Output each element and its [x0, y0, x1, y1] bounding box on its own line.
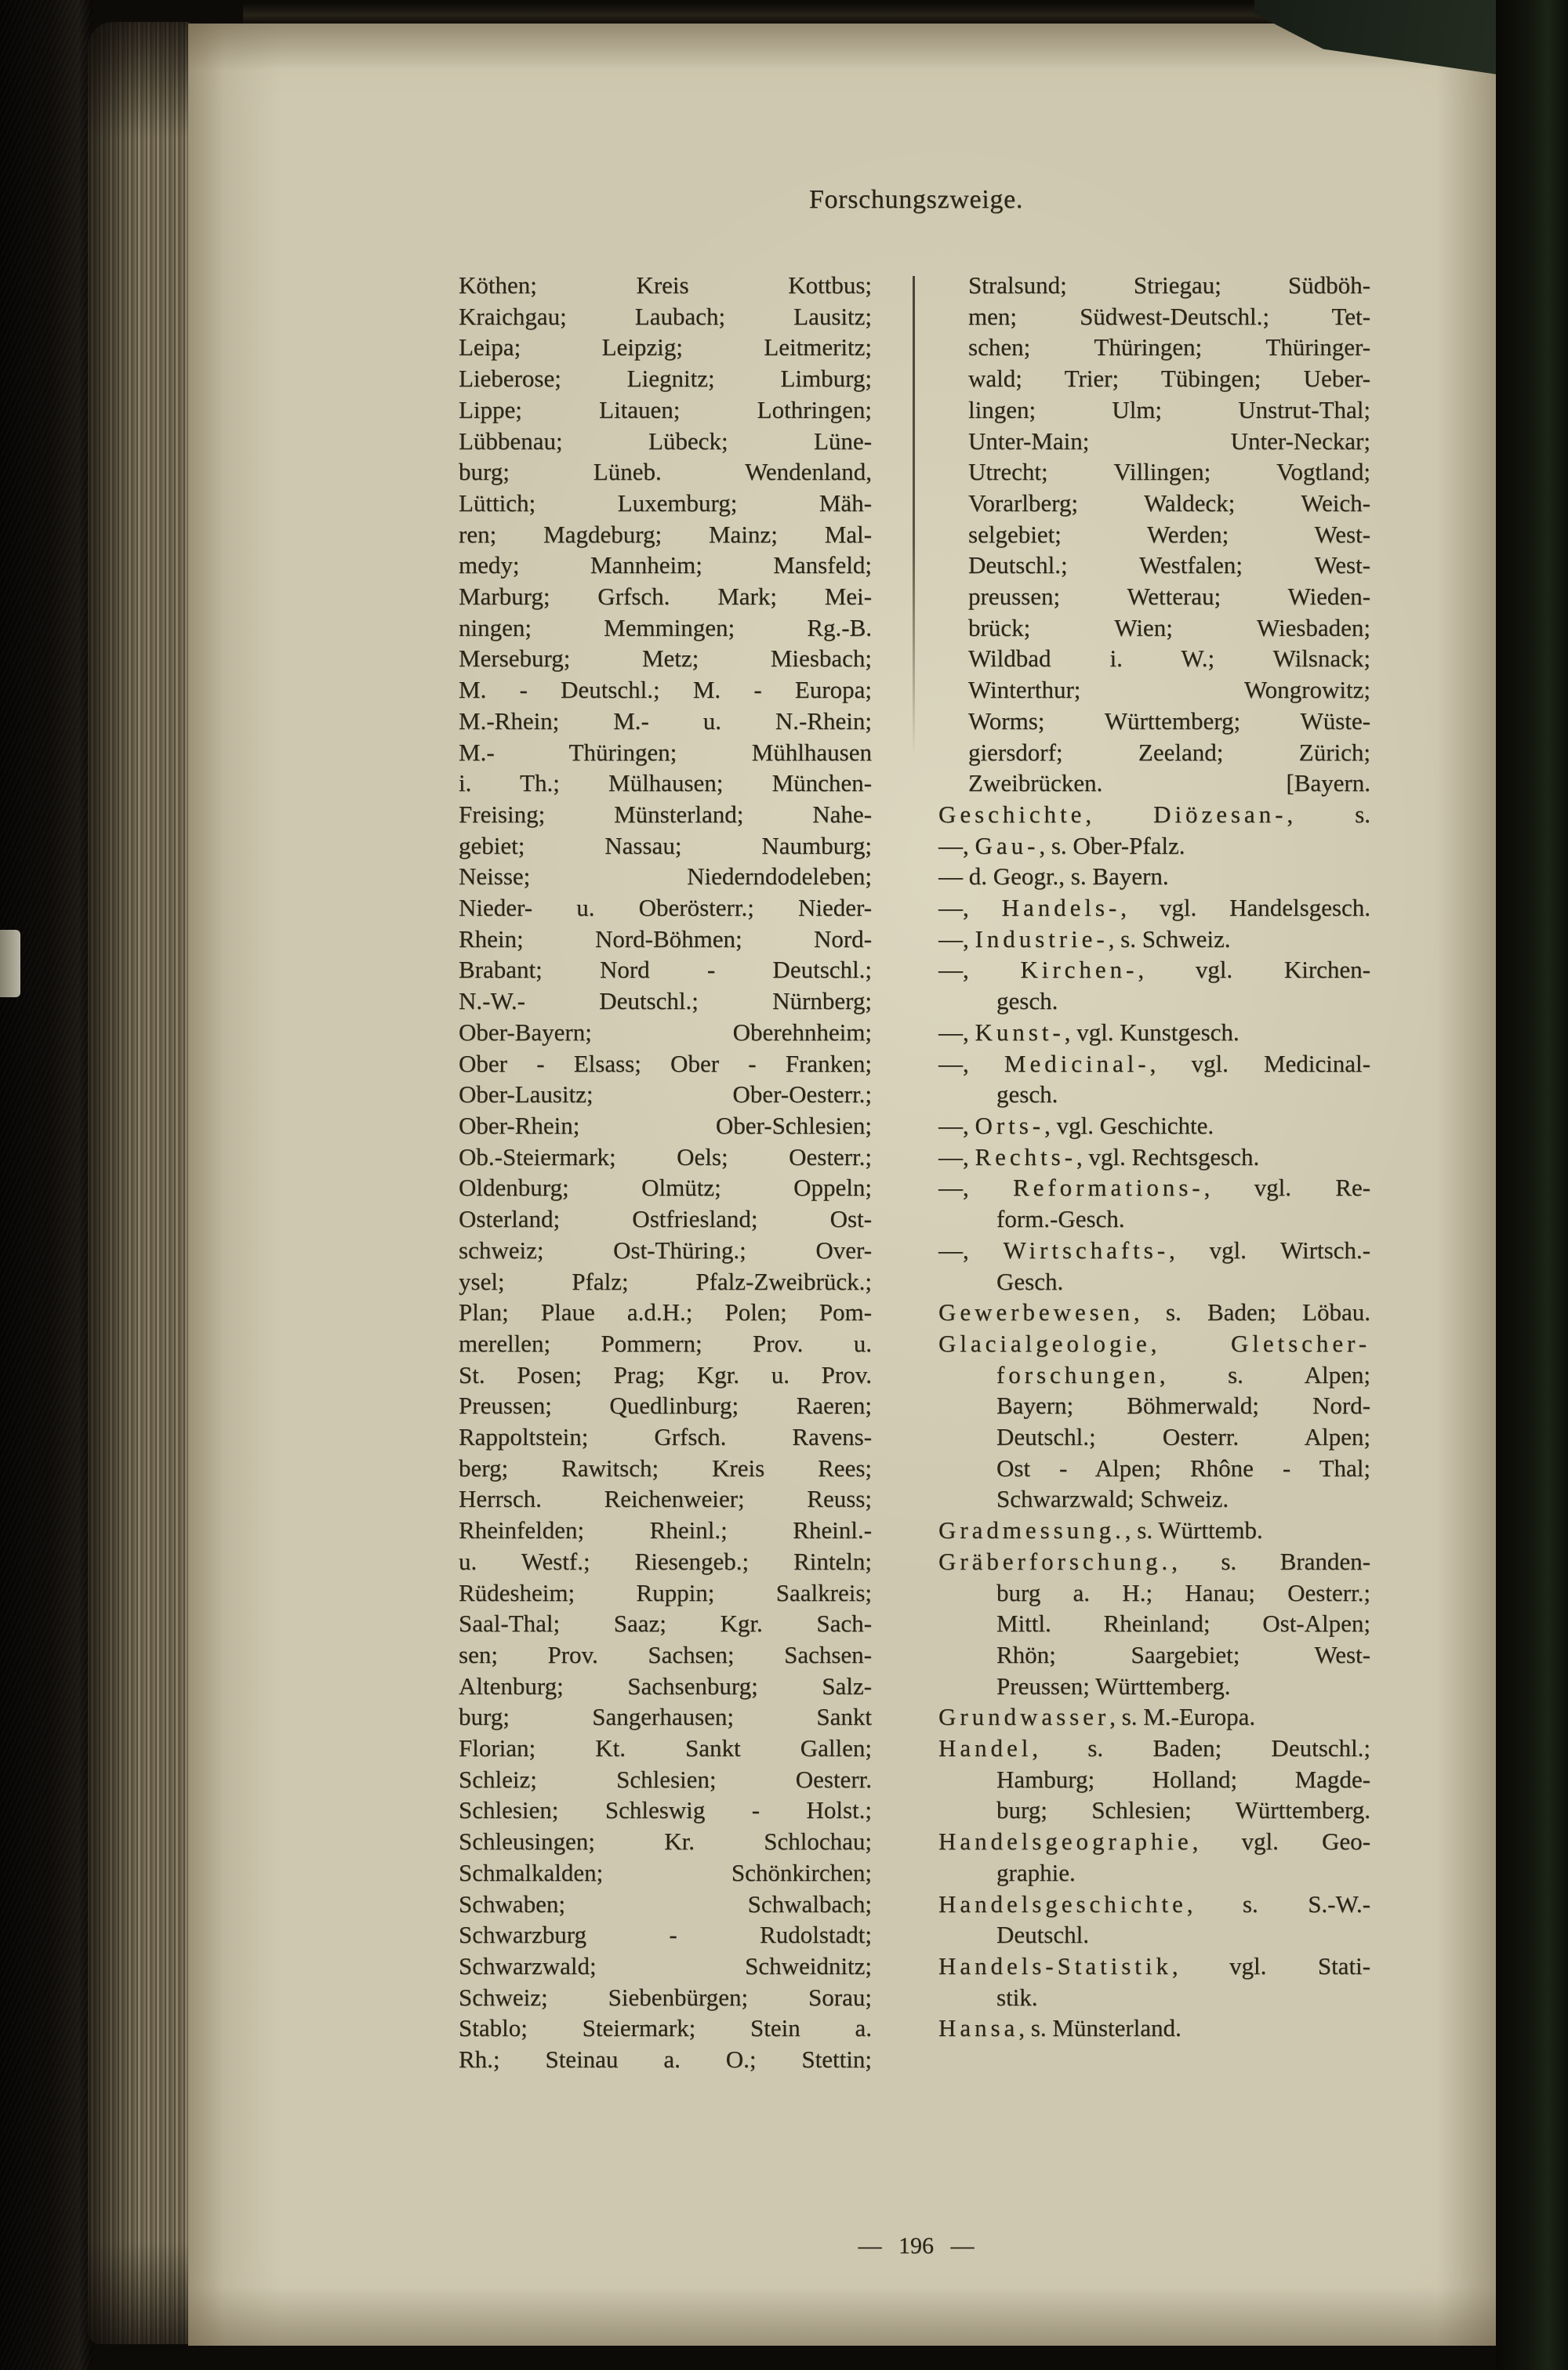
text-segment: Ob.-Steiermark; Oels; Oesterr.;	[459, 1142, 872, 1170]
text-line	[459, 1359, 872, 1391]
text-line	[459, 1701, 872, 1733]
text-segment: burg a. H.; Hanau; Oesterr.;	[996, 1578, 1370, 1606]
text-segment: —,	[938, 1236, 1004, 1264]
text-segment: —,	[938, 1142, 975, 1170]
text-line	[938, 363, 1370, 394]
text-segment: Ost - Alpen; Rhône - Thal;	[996, 1454, 1370, 1482]
text-line	[938, 2013, 1370, 2044]
text-segment: Plan; Plaue a.d.H.; Polen; Pom-	[459, 1298, 872, 1327]
text-line	[459, 643, 872, 674]
text-segment: Gesch.	[996, 1267, 1064, 1295]
text-segment: i. Th.; Mülhausen; München-	[459, 769, 872, 797]
text-segment: , s. S.-W.-	[1186, 1889, 1370, 1918]
text-line	[938, 954, 1370, 985]
text-line	[938, 270, 1370, 301]
text-segment: —,	[938, 924, 975, 953]
text-segment: Schwarzwald; Schweidnitz;	[459, 1951, 872, 1980]
text-line	[938, 488, 1370, 519]
text-segment: Ober-Rhein; Ober-Schlesien;	[459, 1111, 872, 1139]
text-line	[459, 830, 872, 862]
left-column	[459, 270, 872, 2075]
text-segment: , vgl. Wirtsch.-	[1169, 1236, 1370, 1264]
running-head: Forschungszweige.	[808, 185, 1024, 214]
spaced-entry-head: Glacialgeologie	[938, 1329, 1151, 1357]
text-line	[459, 363, 872, 394]
text-line	[938, 581, 1370, 612]
page-number: — 196 —	[858, 2233, 975, 2259]
text-line	[459, 1764, 872, 1795]
text-line	[938, 799, 1370, 830]
text-segment: , s. Württemb.	[1124, 1516, 1263, 1544]
text-segment: Rheinfelden; Rheinl.; Rheinl.-	[459, 1516, 872, 1544]
text-line	[938, 426, 1370, 457]
text-segment: , s. Baden; Löbau.	[1133, 1298, 1370, 1327]
text-segment: N.-W.- Deutschl.; Nürnberg;	[459, 987, 872, 1015]
text-segment: preussen; Wetterau; Wieden-	[968, 583, 1370, 611]
text-segment: Schwaben; Schwalbach;	[459, 1889, 872, 1918]
text-segment: schen; Thüringen; Thüringer-	[968, 333, 1370, 361]
text-segment: gesch.	[996, 1080, 1058, 1109]
text-segment: Rhein; Nord-Böhmen; Nord-	[459, 924, 872, 953]
text-segment: Brabant; Nord - Deutschl.;	[459, 956, 872, 984]
text-segment: Rappoltstein; Grfsch. Ravens-	[459, 1423, 872, 1451]
text-line	[459, 2044, 872, 2075]
text-line	[459, 768, 872, 799]
text-segment: gesch.	[996, 987, 1058, 1015]
text-line	[938, 519, 1370, 550]
text-line	[938, 1826, 1370, 1857]
text-segment: —,	[938, 1111, 975, 1139]
text-line	[459, 1453, 872, 1484]
text-segment: selgebiet; Werden; West-	[968, 520, 1370, 548]
text-line	[938, 1048, 1370, 1080]
text-segment: Winterthur; Wongrowitz;	[968, 676, 1370, 704]
text-line	[938, 643, 1370, 674]
text-segment: , s. Alpen;	[1159, 1360, 1370, 1388]
spaced-entry-head: Handels-	[1001, 894, 1121, 922]
text-segment: , vgl. Kirchen-	[1138, 956, 1370, 984]
text-line	[459, 861, 872, 892]
text-line	[938, 1671, 1370, 1702]
text-line	[459, 1203, 872, 1235]
text-line	[459, 581, 872, 612]
spaced-entry-head: Handel	[938, 1734, 1033, 1762]
text-segment: Lippe; Litauen; Lothringen;	[459, 395, 872, 423]
text-segment: Rhön; Saargebiet; West-	[996, 1640, 1370, 1668]
text-segment: berg; Rawitsch; Kreis Rees;	[459, 1454, 872, 1482]
text-line	[938, 1141, 1370, 1173]
text-line	[459, 612, 872, 644]
text-line	[938, 1889, 1370, 1920]
text-segment: ningen; Memmingen; Rg.-B.	[459, 613, 872, 641]
text-line	[938, 1515, 1370, 1546]
text-segment: Florian; Kt. Sankt Gallen;	[459, 1734, 872, 1762]
text-segment: burg; Sangerhausen; Sankt	[459, 1703, 872, 1731]
text-line	[938, 1297, 1370, 1328]
text-segment: lingen; Ulm; Unstrut-Thal;	[968, 395, 1370, 423]
spaced-entry-head: Handelsgeographie	[938, 1827, 1192, 1856]
text-segment: M.- Thüringen; Mühlhausen	[459, 738, 872, 766]
text-line	[938, 1079, 1370, 1110]
text-segment: Lüttich; Luxemburg; Mäh-	[459, 488, 872, 517]
text-line	[459, 519, 872, 550]
text-segment: , vgl. Geo-	[1192, 1827, 1370, 1856]
text-line	[938, 1172, 1370, 1203]
spaced-entry-head: forschungen	[996, 1360, 1160, 1388]
text-line	[459, 1795, 872, 1826]
text-line	[459, 1951, 872, 1982]
text-segment: , s. Ober-Pfalz.	[1039, 831, 1185, 859]
spaced-entry-head: Diözesan-	[1153, 800, 1287, 828]
text-line	[459, 1639, 872, 1671]
text-segment: Lübbenau; Lübeck; Lüne-	[459, 426, 872, 455]
text-segment: Osterland; Ostfriesland; Ost-	[459, 1205, 872, 1233]
text-segment: brück; Wien; Wiesbaden;	[968, 613, 1370, 641]
text-line	[459, 1079, 872, 1110]
text-segment: —,	[938, 956, 1021, 984]
text-line	[459, 332, 872, 363]
text-line	[938, 1266, 1370, 1298]
text-segment: Merseburg; Metz; Miesbach;	[459, 644, 872, 673]
text-line	[459, 1297, 872, 1328]
text-segment: Bayern; Böhmerwald; Nord-	[996, 1392, 1370, 1420]
text-line	[938, 1328, 1370, 1359]
spaced-entry-head: Kunst-	[975, 1018, 1065, 1046]
text-line	[459, 1483, 872, 1515]
text-line	[459, 426, 872, 457]
text-line	[459, 1733, 872, 1764]
spaced-entry-head: Reformations-	[1013, 1174, 1204, 1202]
text-segment: Rh.; Steinau a. O.; Stettin;	[459, 2045, 872, 2074]
text-line	[459, 394, 872, 426]
spaced-entry-head: Wirtschafts-	[1003, 1236, 1169, 1264]
text-line	[938, 1546, 1370, 1577]
spaced-entry-head: Medicinal-	[1004, 1049, 1150, 1077]
text-line	[938, 1701, 1370, 1733]
text-line	[938, 924, 1370, 955]
text-segment: Marburg; Grfsch. Mark; Mei-	[459, 583, 872, 611]
text-segment: Utrecht; Villingen; Vogtland;	[968, 458, 1370, 486]
text-segment: gebiet; Nassau; Naumburg;	[459, 831, 872, 859]
text-line	[938, 1608, 1370, 1639]
text-segment: —,	[938, 894, 1002, 922]
text-segment: Ober - Elsass; Ober - Franken;	[459, 1049, 872, 1077]
text-segment: Ober-Lausitz; Ober-Oesterr.;	[459, 1080, 872, 1109]
spaced-entry-head: Handels-Statistik	[938, 1951, 1172, 1980]
text-line	[459, 1515, 872, 1546]
text-line	[459, 1048, 872, 1080]
text-segment: , vgl. Handelsgesch.	[1120, 894, 1370, 922]
text-segment: Ober-Bayern; Oberehnheim;	[459, 1018, 872, 1046]
text-line	[459, 799, 872, 830]
page-edge-stack	[88, 22, 190, 2344]
text-segment: —,	[938, 831, 975, 859]
text-segment: , s.	[1287, 800, 1370, 828]
spaced-entry-head: Gau-	[975, 831, 1040, 859]
text-line	[459, 1390, 872, 1421]
text-line	[459, 1919, 872, 1951]
text-line	[938, 892, 1370, 924]
text-line	[459, 924, 872, 955]
text-line	[459, 1857, 872, 1889]
text-segment: , vgl. Geschichte.	[1044, 1111, 1214, 1139]
text-segment: —,	[938, 1049, 1004, 1077]
text-segment: —,	[938, 1018, 975, 1046]
text-segment: ren; Magdeburg; Mainz; Mal-	[459, 520, 872, 548]
text-segment: Deutschl.	[996, 1921, 1089, 1949]
text-segment: Stralsund; Striegau; Südböh-	[968, 271, 1370, 299]
text-segment: stik.	[996, 1983, 1038, 2011]
text-segment: M. - Deutschl.; M. - Europa;	[459, 676, 872, 704]
text-segment: ysel; Pfalz; Pfalz-Zweibrück.;	[459, 1267, 872, 1295]
text-line	[459, 706, 872, 737]
text-segment: Preussen; Quedlinburg; Raeren;	[459, 1392, 872, 1420]
text-line	[938, 456, 1370, 488]
text-line	[938, 1795, 1370, 1826]
text-line	[459, 1266, 872, 1298]
text-segment: ,	[1085, 800, 1154, 828]
text-segment: Freising; Münsterland; Nahe-	[459, 800, 872, 828]
spaced-entry-head: Rechts-	[975, 1142, 1076, 1170]
text-segment: Mittl. Rheinland; Ost-Alpen;	[996, 1610, 1370, 1638]
text-line	[938, 861, 1370, 892]
text-line	[938, 1764, 1370, 1795]
text-segment: Hamburg; Holland; Magde-	[996, 1765, 1370, 1793]
text-segment: burg; Lüneb. Wendenland,	[459, 458, 872, 486]
text-line	[459, 1671, 872, 1702]
text-segment: St. Posen; Prag; Kgr. u. Prov.	[459, 1360, 872, 1388]
text-line	[938, 1203, 1370, 1235]
bookmark-tab	[0, 930, 20, 997]
text-segment: Lieberose; Liegnitz; Limburg;	[459, 365, 872, 393]
text-segment: Schleiz; Schlesien; Oesterr.	[459, 1765, 872, 1793]
text-segment: Unter-Main; Unter-Neckar;	[968, 426, 1370, 455]
text-line	[459, 456, 872, 488]
right-column	[938, 270, 1370, 2044]
text-line	[938, 1733, 1370, 1764]
text-segment: Saal-Thal; Saaz; Kgr. Sach-	[459, 1610, 872, 1638]
text-segment: Köthen; Kreis Kottbus;	[459, 271, 872, 299]
text-segment: , vgl. Kunstgesch.	[1064, 1018, 1240, 1046]
text-line	[938, 1453, 1370, 1484]
spaced-entry-head: Gewerbewesen	[938, 1298, 1134, 1327]
text-line	[459, 488, 872, 519]
text-line	[938, 1235, 1370, 1266]
text-line	[938, 1390, 1370, 1421]
text-segment: Altenburg; Sachsenburg; Salz-	[459, 1671, 872, 1700]
text-line	[459, 301, 872, 332]
text-line	[459, 1577, 872, 1609]
text-line	[938, 1577, 1370, 1609]
text-segment: Rüdesheim; Ruppin; Saalkreis;	[459, 1578, 872, 1606]
spaced-entry-head: Gradmessung.	[938, 1516, 1125, 1544]
text-line	[938, 1919, 1370, 1951]
text-segment: Schweiz; Siebenbürgen; Sorau;	[459, 1983, 872, 2011]
text-segment: medy; Mannheim; Mansfeld;	[459, 551, 872, 579]
text-segment: M.-Rhein; M.- u. N.-Rhein;	[459, 706, 872, 735]
text-line	[938, 830, 1370, 862]
text-line	[459, 1328, 872, 1359]
text-segment: Herrsch. Reichenweier; Reuss;	[459, 1485, 872, 1513]
text-segment: Schleusingen; Kr. Schlochau;	[459, 1827, 872, 1856]
text-segment: Wildbad i. W.; Wilsnack;	[968, 644, 1370, 673]
text-line	[459, 1608, 872, 1639]
text-line	[938, 301, 1370, 332]
text-segment: — d. Geogr., s. Bayern.	[938, 862, 1169, 891]
text-segment: schweiz; Ost-Thüring.; Over-	[459, 1236, 872, 1264]
text-segment: Preussen; Württemberg.	[996, 1671, 1231, 1700]
text-line	[459, 1982, 872, 2013]
text-segment: Schwarzburg - Rudolstadt;	[459, 1921, 872, 1949]
text-line	[459, 985, 872, 1017]
text-segment: —,	[938, 1174, 1014, 1202]
text-line	[938, 612, 1370, 644]
text-line	[459, 954, 872, 985]
text-line	[459, 2013, 872, 2044]
text-segment: men; Südwest-Deutschl.; Tet-	[968, 302, 1370, 330]
text-line	[938, 1017, 1370, 1048]
text-line	[938, 1639, 1370, 1671]
text-line	[459, 1017, 872, 1048]
text-segment: Leipa; Leipzig; Leitmeritz;	[459, 333, 872, 361]
text-line	[938, 1951, 1370, 1982]
text-line	[459, 892, 872, 924]
column-rule	[913, 276, 915, 756]
spaced-entry-head: Gletscher-	[1230, 1329, 1370, 1357]
spaced-entry-head: Orts-	[975, 1111, 1045, 1139]
text-segment: giersdorf; Zeeland; Zürich;	[968, 738, 1370, 766]
spaced-entry-head: Hansa	[938, 2014, 1019, 2042]
text-segment: burg; Schlesien; Württemberg.	[996, 1796, 1370, 1824]
text-segment: Schlesien; Schleswig - Holst.;	[459, 1796, 872, 1824]
text-line	[459, 1172, 872, 1203]
text-segment: Schwarzwald; Schweiz.	[996, 1485, 1229, 1513]
text-segment: , s. Schweiz.	[1108, 924, 1231, 953]
text-segment: graphie.	[996, 1858, 1076, 1886]
text-line	[938, 768, 1370, 799]
text-line	[459, 1421, 872, 1453]
text-segment: Kraichgau; Laubach; Lausitz;	[459, 302, 872, 330]
text-line	[938, 1359, 1370, 1391]
text-segment: Deutschl.; Westfalen; West-	[968, 551, 1370, 579]
text-segment: Deutschl.; Oesterr. Alpen;	[996, 1423, 1370, 1451]
text-line	[459, 1110, 872, 1141]
spaced-entry-head: Gräberforschung.	[938, 1547, 1172, 1575]
spaced-entry-head: Kirchen-	[1020, 956, 1138, 984]
text-line	[938, 1857, 1370, 1889]
pressed-pages-top-edge	[243, 3, 1309, 25]
text-segment: merellen; Pommern; Prov. u.	[459, 1329, 872, 1357]
text-line	[938, 706, 1370, 737]
text-segment: , vgl. Stati-	[1171, 1951, 1370, 1980]
text-segment: sen; Prov. Sachsen; Sachsen-	[459, 1640, 872, 1668]
text-segment: , vgl. Medicinal-	[1149, 1049, 1370, 1077]
book-page	[188, 24, 1496, 2346]
text-segment: Nieder- u. Oberösterr.; Nieder-	[459, 894, 872, 922]
text-segment: u. Westf.; Riesengeb.; Rinteln;	[459, 1547, 872, 1575]
text-segment: , s. Branden-	[1171, 1547, 1370, 1575]
text-line	[459, 1235, 872, 1266]
text-segment: Vorarlberg; Waldeck; Weich-	[968, 488, 1370, 517]
text-segment: wald; Trier; Tübingen; Ueber-	[968, 365, 1370, 393]
book-spine	[0, 0, 93, 2370]
text-line	[938, 1483, 1370, 1515]
text-segment: , s. Münsterland.	[1018, 2014, 1181, 2042]
spaced-entry-head: Handelsgeschichte	[938, 1889, 1187, 1918]
text-line	[459, 550, 872, 581]
text-segment: Zweibrücken. [Bayern.	[968, 769, 1370, 797]
spaced-entry-head: Grundwasser	[938, 1703, 1110, 1731]
text-line	[459, 1889, 872, 1920]
text-segment: , s. M.-Europa.	[1109, 1703, 1256, 1731]
cover-right-strip	[1496, 0, 1568, 2370]
text-line	[459, 1141, 872, 1173]
text-line	[938, 1982, 1370, 2013]
spaced-entry-head: Industrie-	[975, 924, 1109, 953]
text-segment: Neisse; Niederndodeleben;	[459, 862, 872, 891]
spaced-entry-head: Geschichte	[938, 800, 1086, 828]
text-segment: Oldenburg; Olmütz; Oppeln;	[459, 1174, 872, 1202]
text-line	[459, 674, 872, 706]
text-line	[938, 674, 1370, 706]
text-line	[938, 550, 1370, 581]
text-line	[938, 1110, 1370, 1141]
text-line	[938, 737, 1370, 768]
text-line	[938, 394, 1370, 426]
text-segment: , vgl. Rechtsgesch.	[1076, 1142, 1260, 1170]
text-line	[938, 332, 1370, 363]
text-segment: Stablo; Steiermark; Stein a.	[459, 2014, 872, 2042]
text-segment: form.-Gesch.	[996, 1205, 1125, 1233]
text-segment: , s. Baden; Deutschl.;	[1032, 1734, 1370, 1762]
text-segment: ,	[1150, 1329, 1231, 1357]
text-line	[459, 737, 872, 768]
text-line	[459, 270, 872, 301]
text-line	[938, 1421, 1370, 1453]
text-line	[459, 1546, 872, 1577]
text-line	[459, 1826, 872, 1857]
text-segment: , vgl. Re-	[1203, 1174, 1371, 1202]
text-segment: Schmalkalden; Schönkirchen;	[459, 1858, 872, 1886]
text-segment: Worms; Württemberg; Wüste-	[968, 706, 1370, 735]
text-line	[938, 985, 1370, 1017]
